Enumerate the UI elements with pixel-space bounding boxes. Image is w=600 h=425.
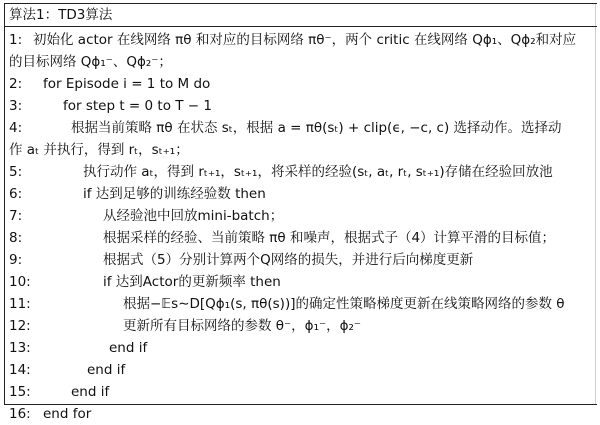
algorithm-box xyxy=(4,3,596,422)
algorithm-title-bar xyxy=(5,3,597,27)
line-number: 16: xyxy=(9,406,31,422)
line-text: 根据采样的经验、当前策略 πθ 和噪声，根据式子（4）计算平滑的目标值； xyxy=(103,230,556,246)
line-text: for Episode i = 1 to M do xyxy=(43,76,211,92)
line-text: 根据式（5）分别计算两个Q网络的损失，并进行后向梯度更新 xyxy=(103,252,474,268)
line-text: 更新所有目标网络的参数 θ⁻，ϕ₁⁻，ϕ₂⁻ xyxy=(123,318,362,334)
line-number: 3: xyxy=(9,98,23,114)
line-text: if 达到足够的训练经验数 then xyxy=(83,186,266,202)
line-number: 15: xyxy=(9,384,31,400)
line-number: 5: xyxy=(9,164,23,180)
line-text: for step t = 0 to T − 1 xyxy=(63,98,212,114)
line-number: 14: xyxy=(9,362,31,378)
line-text: end if xyxy=(87,362,126,378)
algorithm-title: 算法1：TD3算法 xyxy=(9,7,113,23)
line-text: 从经验池中回放mini-batch； xyxy=(103,208,284,224)
line-text: 根据−𝔼s∼D[Qϕ₁(s, πθ(s))]的确定性策略梯度更新在线策略网络的参数 θ xyxy=(123,296,565,312)
line-text: 根据当前策略 πθ 在状态 sₜ，根据 a = πθ(sₜ) + clip(ϵ, −c, c) 选择动作。选择动 xyxy=(71,120,562,136)
line-number: 1: xyxy=(9,32,23,48)
line-number: 9: xyxy=(9,252,23,268)
line-text: 执行动作 aₜ，得到 rₜ₊₁，sₜ₊₁，将采样的经验(sₜ, aₜ, rₜ, sₜ₊₁)存储在经验回放池 xyxy=(83,164,553,180)
line-number: 12: xyxy=(9,318,31,334)
line-number: 10: xyxy=(9,274,31,290)
line-number: 2: xyxy=(9,76,23,92)
line-text: end for xyxy=(43,406,92,422)
line-number: 6: xyxy=(9,186,23,202)
line-number: 4: xyxy=(9,120,23,136)
line-number: 8: xyxy=(9,230,23,246)
line-text: end if xyxy=(109,340,148,356)
bottom-rule xyxy=(5,404,597,405)
line-text: end if xyxy=(71,384,110,400)
line-number: 13: xyxy=(9,340,31,356)
line-text: 初始化 actor 在线网络 πθ 和对应的目标网络 πθ⁻，两个 critic 在线网络 Qϕ₁、Qϕ₂和对应 xyxy=(33,32,577,48)
line-text: 的目标网络 Qϕ₁⁻、Qϕ₂⁻； xyxy=(9,54,172,70)
line-text: 作 aₜ 并执行，得到 rₜ，sₜ₊₁； xyxy=(9,142,189,158)
line-number: 11: xyxy=(9,296,31,312)
line-text: if 达到Actor的更新频率 then xyxy=(103,274,281,290)
line-number: 7: xyxy=(9,208,23,224)
